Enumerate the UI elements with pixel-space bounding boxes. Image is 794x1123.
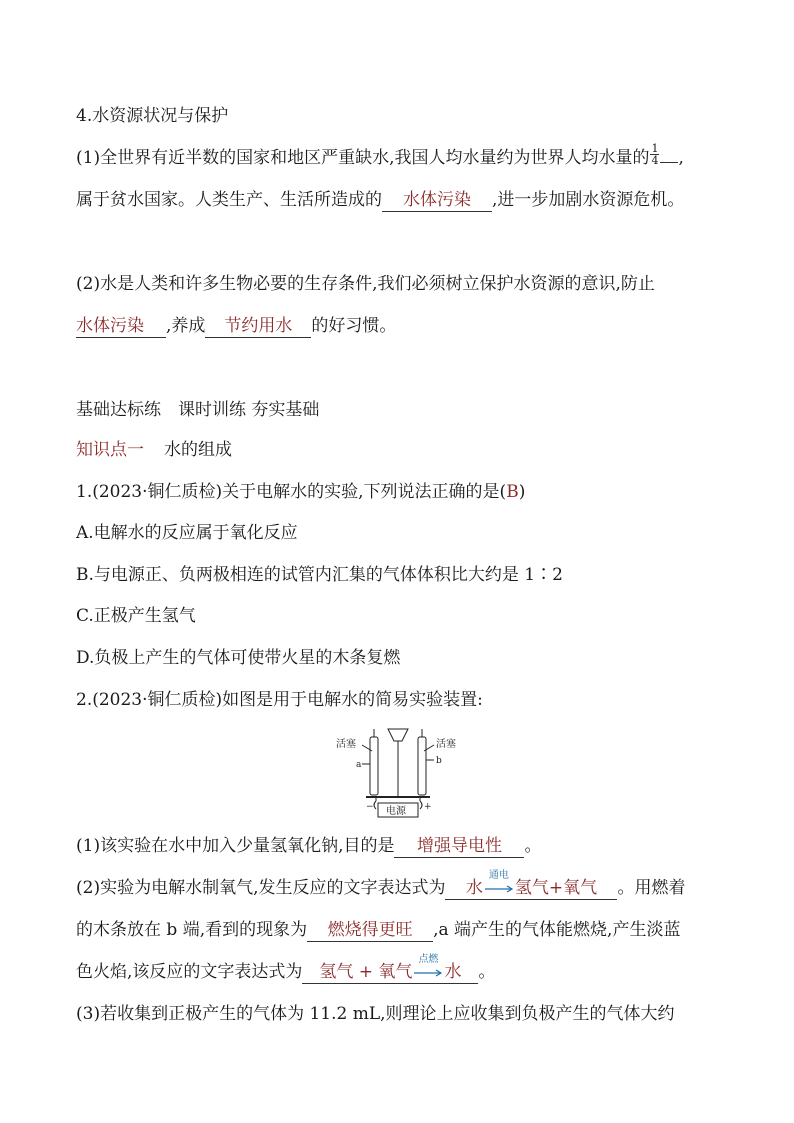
answer-blank bbox=[302, 953, 478, 984]
text: (1)该实验在水中加入少量氢氧化钠,目的是 bbox=[76, 836, 395, 856]
product: 氢气+氧气 bbox=[514, 878, 598, 898]
label-b: b bbox=[436, 756, 442, 766]
text: 1.(2023·铜仁质检)关于电解水的实验,下列说法正确的是( bbox=[76, 482, 507, 502]
practice-header: 基础达标练 课时训练 夯实基础 bbox=[76, 400, 320, 420]
reactant: 水 bbox=[465, 878, 483, 898]
text: ,a 端产生的气体能燃烧,产生淡蓝 bbox=[433, 920, 681, 940]
paragraph-line bbox=[76, 142, 684, 170]
text: ) bbox=[518, 482, 526, 502]
label-a: a bbox=[356, 760, 362, 770]
sub-question-2-line-3 bbox=[76, 953, 496, 984]
text: 属于贫水国家。人类生产、生活所造成的 bbox=[76, 190, 382, 210]
text: (1)全世界有近半数的国家和地区严重缺水,我国人均水量约为世界人均水量的 bbox=[76, 148, 650, 168]
answer-blank: 水体污染 bbox=[382, 189, 492, 212]
knowledge-point-title: 水的组成 bbox=[164, 440, 232, 460]
option-b: B.与电源正、负两极相连的试管内汇集的气体体积比大约是 1∶2 bbox=[76, 565, 563, 585]
text: 色火焰,该反应的文字表达式为 bbox=[76, 962, 303, 982]
text: 。 bbox=[478, 962, 496, 982]
minus-sign: − bbox=[366, 802, 374, 812]
text: 。 bbox=[524, 836, 542, 856]
reaction-arrow bbox=[484, 869, 514, 893]
product: 水 bbox=[444, 962, 462, 982]
option-d: D.负极上产生的气体可使带火星的木条复燃 bbox=[76, 648, 401, 668]
answer-blank: 水体污染 bbox=[76, 315, 166, 338]
reaction-condition: 点燃 bbox=[418, 953, 439, 965]
reactant: 氢气 + 氧气 bbox=[319, 962, 413, 982]
answer-blank bbox=[660, 162, 678, 163]
text: 的木条放在 b 端,看到的现象为 bbox=[76, 920, 308, 940]
answer-choice: B bbox=[506, 482, 519, 502]
answer-blank: 节约用水 bbox=[205, 315, 311, 338]
fraction bbox=[650, 143, 659, 166]
text: ,养成 bbox=[166, 316, 206, 336]
text: (2)实验为电解水制氧气,发生反应的文字表达式为 bbox=[76, 878, 446, 898]
reaction-condition: 通电 bbox=[488, 869, 509, 881]
electrolysis-apparatus-diagram bbox=[336, 723, 460, 819]
answer-blank: 燃烧得更旺 bbox=[307, 919, 433, 942]
paragraph-line: (2)水是人类和许多生物必要的生存条件,我们必须树立保护水资源的意识,防止 bbox=[76, 274, 655, 294]
sub-question-3: (3)若收集到正极产生的气体为 11.2 mL,则理论上应收集到负极产生的气体大约 bbox=[76, 1004, 675, 1024]
text: 的好习惯。 bbox=[311, 316, 397, 336]
knowledge-point-label: 知识点一 bbox=[76, 440, 144, 460]
answer-blank: 增强导电性 bbox=[394, 835, 524, 858]
section-title: 4.水资源状况与保护 bbox=[76, 106, 229, 126]
paragraph-line bbox=[76, 188, 684, 212]
knowledge-point bbox=[76, 438, 232, 462]
power-label: 电源 bbox=[386, 806, 406, 817]
stopcock-label-left: 活塞 bbox=[336, 739, 356, 750]
answer-blank bbox=[445, 869, 617, 900]
paragraph-line bbox=[76, 314, 396, 338]
reaction-arrow bbox=[413, 953, 443, 977]
sub-question-2 bbox=[76, 869, 686, 900]
plus-sign: + bbox=[424, 802, 432, 812]
right-tube bbox=[418, 737, 426, 795]
option-a: A.电解水的反应属于氧化反应 bbox=[76, 523, 298, 543]
sub-question-1 bbox=[76, 834, 541, 858]
option-c: C.正极产生氢气 bbox=[76, 606, 196, 626]
funnel bbox=[388, 729, 408, 741]
text: , bbox=[678, 148, 684, 168]
fraction-denominator: 4 bbox=[651, 154, 659, 167]
left-tube bbox=[370, 737, 378, 795]
stopcock-label-right: 活塞 bbox=[436, 739, 456, 750]
text: 。用燃着 bbox=[617, 878, 686, 898]
fraction-numerator: 1 bbox=[651, 142, 659, 155]
question-stem bbox=[76, 480, 525, 504]
text: ,进一步加剧水资源危机。 bbox=[492, 190, 685, 210]
question-stem: 2.(2023·铜仁质检)如图是用于电解水的简易实验装置: bbox=[76, 690, 483, 710]
sub-question-2-line-2 bbox=[76, 918, 680, 942]
